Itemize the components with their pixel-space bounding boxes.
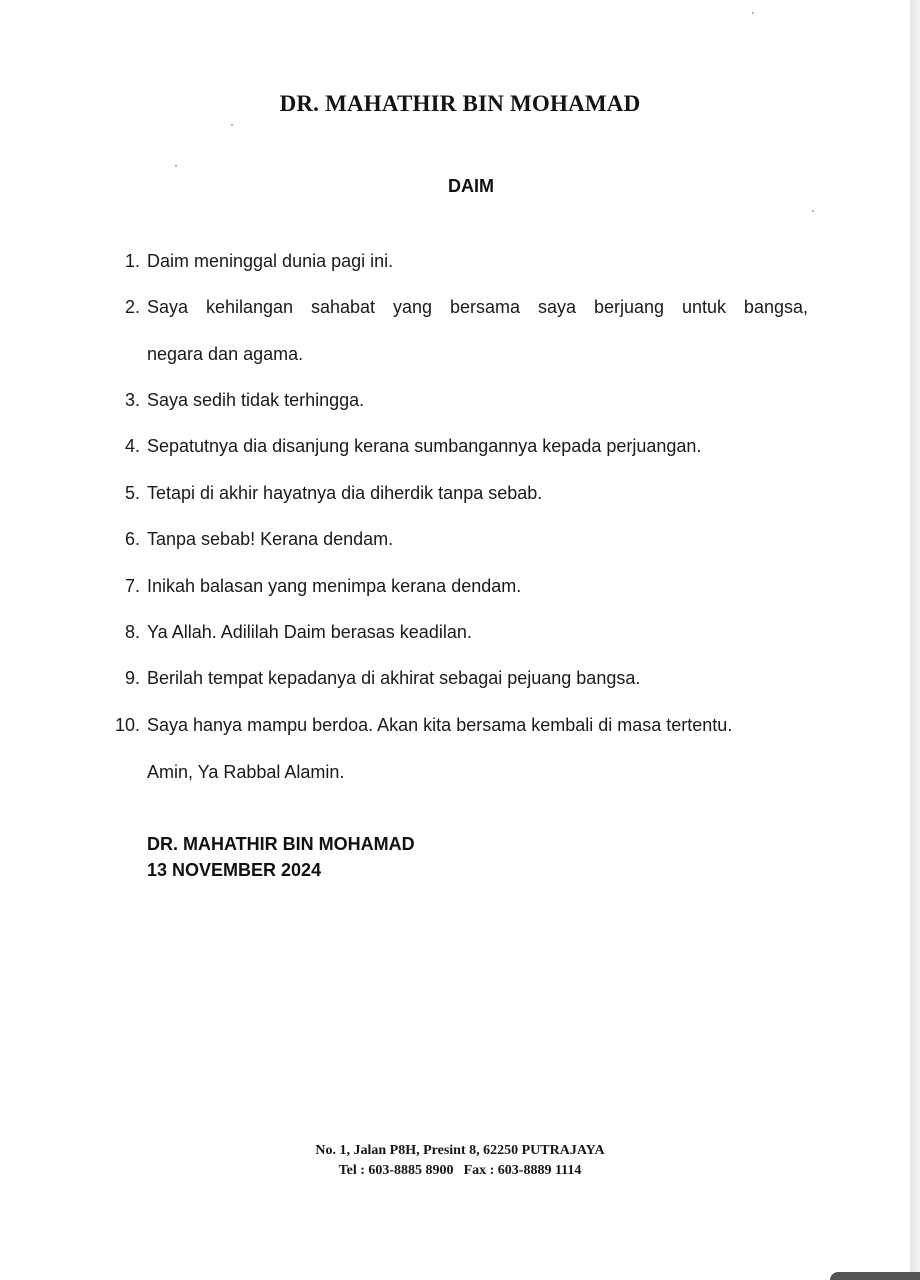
item-text: Inikah balasan yang menimpa kerana dendam. <box>147 576 522 596</box>
list-item <box>0 481 920 505</box>
item-text: Tanpa sebab! Kerana dendam. <box>147 529 394 549</box>
item-number: 6. <box>124 529 140 549</box>
item-text-continuation: negara dan agama. <box>147 344 304 364</box>
footer-address-block <box>0 1141 920 1181</box>
document-title: DAIM <box>448 176 494 196</box>
item-text: Saya hanya mampu berdoa. Akan kita bersama kembali di masa tertentu. <box>147 715 733 735</box>
item-text: Sepatutnya dia disanjung kerana sumbangannya kepada perjuangan. <box>147 436 702 456</box>
list-item <box>0 666 920 690</box>
list-item <box>0 295 920 319</box>
signature-date: 13 NOVEMBER 2024 <box>147 860 322 880</box>
list-item <box>0 388 920 412</box>
list-item <box>0 434 920 458</box>
item-text: Saya kehilangan sahabat yang bersama saya berjuang untuk bangsa, <box>147 297 808 317</box>
list-item-continuation <box>0 342 920 366</box>
item-number: 4. <box>124 436 140 456</box>
list-item <box>0 713 920 737</box>
footer-tel: Tel : 603-8885 8900 <box>338 1163 454 1178</box>
item-number: 2. <box>124 297 140 317</box>
item-text: Berilah tempat kepadanya di akhirat sebagai pejuang bangsa. <box>147 668 641 688</box>
footer-address: No. 1, Jalan P8H, Presint 8, 62250 PUTRAJAYA <box>315 1143 605 1158</box>
item-number: 10. <box>114 715 140 735</box>
item-number: 3. <box>124 390 140 410</box>
item-number: 1. <box>124 251 140 271</box>
footer-contact <box>0 1161 920 1181</box>
footer-fax: Fax : 603-8889 1114 <box>463 1163 582 1178</box>
item-text: Saya sedih tidak terhingga. <box>147 390 365 410</box>
item-text: Tetapi di akhir hayatnya dia diherdik tanpa sebab. <box>147 483 543 503</box>
item-number: 8. <box>124 622 140 642</box>
list-item <box>0 574 920 598</box>
item-text: Daim meninggal dunia pagi ini. <box>147 251 394 271</box>
signature-block <box>147 831 415 883</box>
list-item <box>0 527 920 551</box>
signature-name: DR. MAHATHIR BIN MOHAMAD <box>147 834 415 854</box>
item-number: 9. <box>124 668 140 688</box>
item-number: 7. <box>124 576 140 596</box>
item-text: Ya Allah. Adililah Daim berasas keadilan. <box>147 622 472 642</box>
list-item-continuation <box>0 760 920 784</box>
scan-corner-shadow <box>830 1272 920 1280</box>
item-number: 5. <box>124 483 140 503</box>
item-text-continuation: Amin, Ya Rabbal Alamin. <box>147 762 345 782</box>
list-item <box>0 620 920 644</box>
letterhead-name: DR. MAHATHIR BIN MOHAMAD <box>279 91 641 116</box>
list-item <box>0 249 920 273</box>
